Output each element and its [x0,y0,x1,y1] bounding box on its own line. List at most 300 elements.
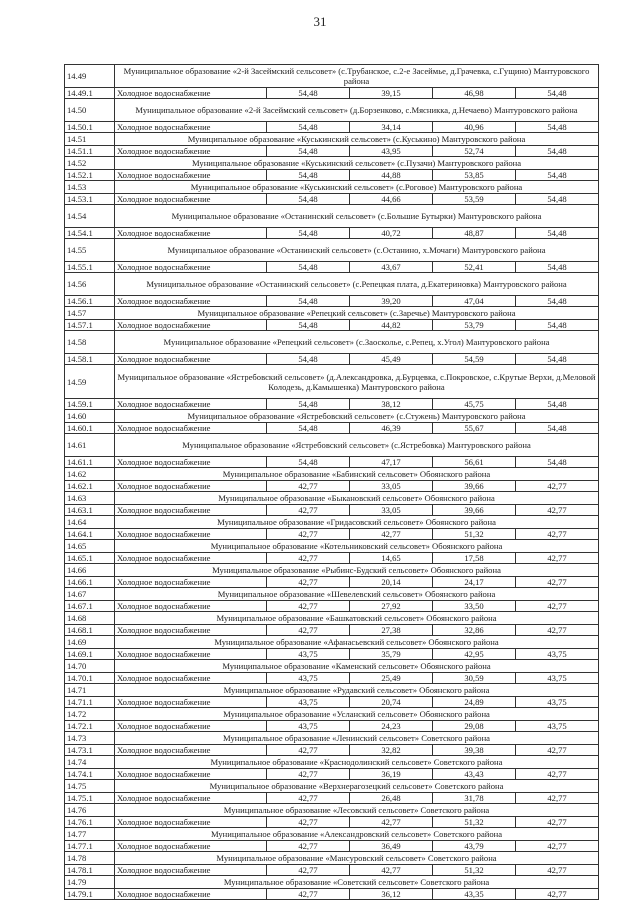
tariff-value: 42,77 [516,553,599,564]
municipality-heading: Муниципальное образование «Александровский сельсовет» Советского района [115,828,599,841]
table-row [65,170,599,181]
tariff-value: 52,74 [433,146,516,157]
tariff-value: 42,77 [267,529,350,540]
municipality-heading: Муниципальное образование «Лесовский сельсовет» Советского района [115,804,599,817]
municipality-row [65,564,599,577]
service-name: Холодное водоснабжение [115,769,267,780]
tariff-value: 34,14 [350,122,433,133]
tariff-value: 42,77 [267,865,350,876]
municipality-row [65,612,599,625]
service-name: Холодное водоснабжение [115,673,267,684]
tariff-value: 54,48 [516,423,599,434]
row-number: 14.65.1 [65,553,115,564]
row-number: 14.56 [65,273,115,296]
row-number: 14.70 [65,660,115,673]
row-number: 14.78 [65,852,115,865]
row-number: 14.62 [65,468,115,481]
tariff-value: 51,32 [433,529,516,540]
municipality-heading: Муниципальное образование «Шевелевский сельсовет» Обоянского района [115,588,599,601]
municipality-heading: Муниципальное образование «Краснодолинский сельсовет» Советского района [115,756,599,769]
table-row [65,505,599,516]
tariff-value: 42,77 [267,745,350,756]
row-number: 14.59.1 [65,399,115,410]
tariff-value: 43,75 [267,721,350,732]
tariff-value: 42,77 [267,601,350,612]
tariff-value: 54,48 [516,354,599,365]
table-row [65,354,599,365]
table-row [65,577,599,588]
service-name: Холодное водоснабжение [115,841,267,852]
table-row [65,745,599,756]
tariff-value: 45,75 [433,399,516,410]
tariff-value: 40,72 [350,228,433,239]
municipality-heading: Муниципальное образование «Репецкий сельсовет» (с.Заосколье, с.Репец, х.Угол) Мантуровского района [115,331,599,354]
tariff-value: 54,48 [516,320,599,331]
municipality-heading: Муниципальное образование «Куськинский сельсовет» (с.Пузачи) Мантуровского района [115,157,599,170]
municipality-row [65,410,599,423]
municipality-row [65,876,599,889]
service-name: Холодное водоснабжение [115,793,267,804]
service-name: Холодное водоснабжение [115,228,267,239]
municipality-row [65,588,599,601]
municipality-row [65,636,599,649]
tariff-value: 43,75 [516,649,599,660]
tariff-value: 42,77 [267,769,350,780]
row-number: 14.52.1 [65,170,115,181]
row-number: 14.56.1 [65,296,115,307]
table-row [65,865,599,876]
tariff-value: 42,77 [516,577,599,588]
tariff-value: 54,48 [516,170,599,181]
table-row [65,262,599,273]
municipality-heading: Муниципальное образование «Каменский сельсовет» Обоянского района [115,660,599,673]
service-name: Холодное водоснабжение [115,320,267,331]
row-number: 14.75 [65,780,115,793]
municipality-row [65,273,599,296]
municipality-row [65,65,599,88]
municipality-heading: Муниципальное образование «Куськинский сельсовет» (с.Куськино) Мантуровского района [115,133,599,146]
tariff-value: 42,77 [267,553,350,564]
tariff-value: 54,48 [516,146,599,157]
municipality-row [65,239,599,262]
municipality-row [65,492,599,505]
row-number: 14.50.1 [65,122,115,133]
tariff-value: 42,77 [516,865,599,876]
municipality-heading: Муниципальное образование «2-й Засеймский сельсовет» (д.Борзенково, с.Мясникка, д.Нечаево) Мантуровского района [115,99,599,122]
row-number: 14.74 [65,756,115,769]
tariff-value: 42,77 [516,769,599,780]
tariff-value: 42,77 [516,601,599,612]
tariff-value: 36,12 [350,889,433,900]
table-row [65,769,599,780]
tariff-value: 53,85 [433,170,516,181]
row-number: 14.51.1 [65,146,115,157]
row-number: 14.74.1 [65,769,115,780]
municipality-heading: Муниципальное образование «Ястребовский сельсовет» (с.Ястребовка) Мантуровского района [115,434,599,457]
tariff-value: 42,77 [267,889,350,900]
tariff-value: 54,48 [267,146,350,157]
row-number: 14.64.1 [65,529,115,540]
row-number: 14.73 [65,732,115,745]
tariff-value: 54,48 [267,296,350,307]
municipality-heading: Муниципальное образование «Рыбинс-Будский сельсовет» Обоянского района [115,564,599,577]
service-name: Холодное водоснабжение [115,817,267,828]
tariff-value: 42,77 [516,529,599,540]
municipality-row [65,434,599,457]
tariff-value: 44,66 [350,194,433,205]
municipality-row [65,732,599,745]
table-row [65,122,599,133]
service-name: Холодное водоснабжение [115,697,267,708]
service-name: Холодное водоснабжение [115,553,267,564]
row-number: 14.53.1 [65,194,115,205]
row-number: 14.51 [65,133,115,146]
row-number: 14.49 [65,65,115,88]
row-number: 14.71.1 [65,697,115,708]
table-row [65,673,599,684]
tariff-value: 30,59 [433,673,516,684]
tariff-value: 52,41 [433,262,516,273]
municipality-heading: Муниципальное образование «Куськинский сельсовет» (с.Роговое) Мантуровского района [115,181,599,194]
row-number: 14.76.1 [65,817,115,828]
tariff-value: 26,48 [350,793,433,804]
municipality-heading: Муниципальное образование «Бабинский сельсовет» Обоянского района [115,468,599,481]
tariff-value: 54,48 [267,354,350,365]
service-name: Холодное водоснабжение [115,194,267,205]
tariff-value: 42,77 [516,625,599,636]
tariff-value: 39,20 [350,296,433,307]
row-number: 14.53 [65,181,115,194]
tariff-value: 24,23 [350,721,433,732]
tariff-value: 32,82 [350,745,433,756]
municipality-heading: Муниципальное образование «Останинский сельсовет» (с.Останино, х.Мочаги) Мантуровского района [115,239,599,262]
tariff-value: 43,79 [433,841,516,852]
tariff-value: 42,77 [516,481,599,492]
row-number: 14.73.1 [65,745,115,756]
tariff-value: 20,14 [350,577,433,588]
tariff-value: 40,96 [433,122,516,133]
municipality-heading: Муниципальное образование «Останинский сельсовет» (с.Репецкая плата, д.Екатериновка) Мантуровского района [115,273,599,296]
tariff-value: 47,04 [433,296,516,307]
tariff-value: 43,67 [350,262,433,273]
table-row [65,146,599,157]
municipality-row [65,780,599,793]
tariff-value: 51,32 [433,817,516,828]
municipality-heading: Муниципальное образование «Верхнерагозецкий сельсовет» Советского района [115,780,599,793]
table-row [65,423,599,434]
table-row [65,553,599,564]
tariff-table [64,64,599,900]
row-number: 14.79 [65,876,115,889]
table-row [65,194,599,205]
row-number: 14.61 [65,434,115,457]
row-number: 14.78.1 [65,865,115,876]
service-name: Холодное водоснабжение [115,625,267,636]
tariff-value: 39,38 [433,745,516,756]
municipality-row [65,307,599,320]
tariff-value: 54,48 [516,194,599,205]
tariff-value: 33,05 [350,505,433,516]
tariff-value: 54,48 [267,423,350,434]
tariff-value: 31,78 [433,793,516,804]
municipality-row [65,205,599,228]
tariff-value: 43,95 [350,146,433,157]
municipality-heading: Муниципальное образование «Мансуровский сельсовет» Советского района [115,852,599,865]
tariff-value: 42,77 [350,529,433,540]
row-number: 14.72 [65,708,115,721]
tariff-value: 39,66 [433,505,516,516]
tariff-value: 54,48 [516,88,599,99]
municipality-heading: Муниципальное образование «Башкатовский сельсовет» Обоянского района [115,612,599,625]
table-row [65,889,599,900]
tariff-value: 46,39 [350,423,433,434]
tariff-value: 42,77 [516,817,599,828]
municipality-row [65,468,599,481]
service-name: Холодное водоснабжение [115,505,267,516]
row-number: 14.66.1 [65,577,115,588]
tariff-table-body [65,65,599,900]
row-number: 14.70.1 [65,673,115,684]
municipality-heading: Муниципальное образование «Ястребовский сельсовет» (с.Стужень) Мантуровского района [115,410,599,423]
tariff-value: 42,77 [267,505,350,516]
tariff-value: 43,75 [267,697,350,708]
municipality-heading: Муниципальное образование «Останинский сельсовет» (с.Большие Бутырки) Мантуровского района [115,205,599,228]
tariff-value: 54,48 [267,88,350,99]
row-number: 14.55.1 [65,262,115,273]
row-number: 14.79.1 [65,889,115,900]
tariff-value: 54,48 [267,228,350,239]
tariff-value: 56,61 [433,457,516,468]
row-number: 14.60.1 [65,423,115,434]
tariff-value: 43,43 [433,769,516,780]
municipality-heading: Муниципальное образование «Афанасьевский сельсовет» Обоянского района [115,636,599,649]
service-name: Холодное водоснабжение [115,122,267,133]
tariff-value: 42,77 [516,793,599,804]
tariff-value: 42,77 [267,817,350,828]
tariff-value: 33,05 [350,481,433,492]
tariff-value: 32,86 [433,625,516,636]
municipality-heading: Муниципальное образование «Ястребовский сельсовет» (д.Александровка, д.Бурцевка, с.Покровское, с.Крутые Верхи, д.Меловой Колодезь, д.Камышенка) Мантуровского района [115,365,599,399]
municipality-row [65,828,599,841]
tariff-value: 42,77 [267,481,350,492]
table-row [65,793,599,804]
service-name: Холодное водоснабжение [115,577,267,588]
municipality-heading: Муниципальное образование «Ленинский сельсовет» Советского района [115,732,599,745]
municipality-heading: Муниципальное образование «Гридасовский сельсовет» Обоянского района [115,516,599,529]
table-row [65,841,599,852]
service-name: Холодное водоснабжение [115,170,267,181]
table-row [65,601,599,612]
tariff-value: 42,77 [267,793,350,804]
row-number: 14.50 [65,99,115,122]
municipality-heading: Муниципальное образование «Котельниковский сельсовет» Обоянского района [115,540,599,553]
service-name: Холодное водоснабжение [115,354,267,365]
tariff-value: 39,15 [350,88,433,99]
row-number: 14.66 [65,564,115,577]
table-row [65,529,599,540]
service-name: Холодное водоснабжение [115,889,267,900]
row-number: 14.67 [65,588,115,601]
row-number: 14.62.1 [65,481,115,492]
service-name: Холодное водоснабжение [115,262,267,273]
tariff-value: 45,49 [350,354,433,365]
tariff-value: 47,17 [350,457,433,468]
row-number: 14.71 [65,684,115,697]
tariff-value: 54,48 [267,122,350,133]
tariff-value: 54,59 [433,354,516,365]
tariff-value: 44,88 [350,170,433,181]
municipality-row [65,157,599,170]
tariff-value: 38,12 [350,399,433,410]
table-row [65,817,599,828]
row-number: 14.68 [65,612,115,625]
table-row [65,697,599,708]
tariff-value: 42,77 [350,817,433,828]
row-number: 14.76 [65,804,115,817]
tariff-value: 17,58 [433,553,516,564]
service-name: Холодное водоснабжение [115,649,267,660]
tariff-value: 42,77 [267,577,350,588]
tariff-value: 20,74 [350,697,433,708]
service-name: Холодное водоснабжение [115,529,267,540]
tariff-value: 51,32 [433,865,516,876]
tariff-value: 35,79 [350,649,433,660]
tariff-value: 48,87 [433,228,516,239]
tariff-value: 27,38 [350,625,433,636]
service-name: Холодное водоснабжение [115,481,267,492]
tariff-value: 53,79 [433,320,516,331]
table-row [65,399,599,410]
tariff-value: 54,48 [267,399,350,410]
row-number: 14.59 [65,365,115,399]
row-number: 14.65 [65,540,115,553]
row-number: 14.75.1 [65,793,115,804]
row-number: 14.60 [65,410,115,423]
table-row [65,228,599,239]
municipality-row [65,540,599,553]
municipality-heading: Муниципальное образование «Советский сельсовет» Советского района [115,876,599,889]
tariff-value: 44,82 [350,320,433,331]
tariff-value: 36,49 [350,841,433,852]
municipality-heading: Муниципальное образование «Быкановский сельсовет» Обоянского района [115,492,599,505]
municipality-row [65,133,599,146]
row-number: 14.57.1 [65,320,115,331]
table-row [65,457,599,468]
municipality-heading: Муниципальное образование «Рудавский сельсовет» Обоянского района [115,684,599,697]
table-row [65,649,599,660]
tariff-value: 42,77 [516,841,599,852]
service-name: Холодное водоснабжение [115,88,267,99]
tariff-value: 54,48 [267,194,350,205]
service-name: Холодное водоснабжение [115,296,267,307]
service-name: Холодное водоснабжение [115,865,267,876]
tariff-value: 42,77 [516,505,599,516]
tariff-value: 53,59 [433,194,516,205]
table-row [65,481,599,492]
row-number: 14.58.1 [65,354,115,365]
tariff-value: 54,48 [267,457,350,468]
tariff-value: 39,66 [433,481,516,492]
service-name: Холодное водоснабжение [115,423,267,434]
row-number: 14.58 [65,331,115,354]
row-number: 14.49.1 [65,88,115,99]
row-number: 14.77 [65,828,115,841]
municipality-row [65,516,599,529]
row-number: 14.61.1 [65,457,115,468]
municipality-heading: Муниципальное образование «Репецкий сельсовет» (с.Заречье) Мантуровского района [115,307,599,320]
municipality-row [65,99,599,122]
tariff-value: 42,77 [350,865,433,876]
municipality-row [65,708,599,721]
service-name: Холодное водоснабжение [115,721,267,732]
row-number: 14.67.1 [65,601,115,612]
municipality-row [65,756,599,769]
tariff-value: 46,98 [433,88,516,99]
tariff-value: 43,75 [267,673,350,684]
row-number: 14.55 [65,239,115,262]
row-number: 14.54 [65,205,115,228]
row-number: 14.69.1 [65,649,115,660]
tariff-value: 24,17 [433,577,516,588]
tariff-value: 54,48 [267,320,350,331]
tariff-value: 43,75 [516,697,599,708]
page-number: 31 [313,14,327,29]
municipality-row [65,852,599,865]
service-name: Холодное водоснабжение [115,745,267,756]
municipality-row [65,684,599,697]
tariff-value: 42,77 [516,745,599,756]
row-number: 14.63 [65,492,115,505]
service-name: Холодное водоснабжение [115,601,267,612]
tariff-value: 29,08 [433,721,516,732]
tariff-value: 43,75 [516,721,599,732]
tariff-value: 43,35 [433,889,516,900]
tariff-value: 33,50 [433,601,516,612]
municipality-row [65,331,599,354]
tariff-value: 14,65 [350,553,433,564]
municipality-heading: Муниципальное образование «2-й Засеймский сельсовет» (с.Трубанское, с.2-е Засеймье, д.Грачевка, с.Гущино) Мантуровского района [115,65,599,88]
row-number: 14.72.1 [65,721,115,732]
municipality-row [65,660,599,673]
service-name: Холодное водоснабжение [115,457,267,468]
tariff-value: 54,48 [516,122,599,133]
tariff-value: 25,49 [350,673,433,684]
tariff-value: 27,92 [350,601,433,612]
service-name: Холодное водоснабжение [115,146,267,157]
municipality-row [65,365,599,399]
tariff-value: 42,77 [267,841,350,852]
tariff-value: 54,48 [516,457,599,468]
tariff-value: 54,48 [516,296,599,307]
table-row [65,320,599,331]
service-name: Холодное водоснабжение [115,399,267,410]
tariff-value: 42,77 [516,889,599,900]
table-row [65,625,599,636]
row-number: 14.69 [65,636,115,649]
tariff-value: 24,89 [433,697,516,708]
tariff-value: 54,48 [516,399,599,410]
tariff-value: 54,48 [267,170,350,181]
row-number: 14.57 [65,307,115,320]
row-number: 14.77.1 [65,841,115,852]
table-row [65,296,599,307]
tariff-value: 54,48 [267,262,350,273]
municipality-row [65,181,599,194]
tariff-value: 54,48 [516,228,599,239]
tariff-value: 36,19 [350,769,433,780]
tariff-value: 43,75 [516,673,599,684]
tariff-value: 42,77 [267,625,350,636]
